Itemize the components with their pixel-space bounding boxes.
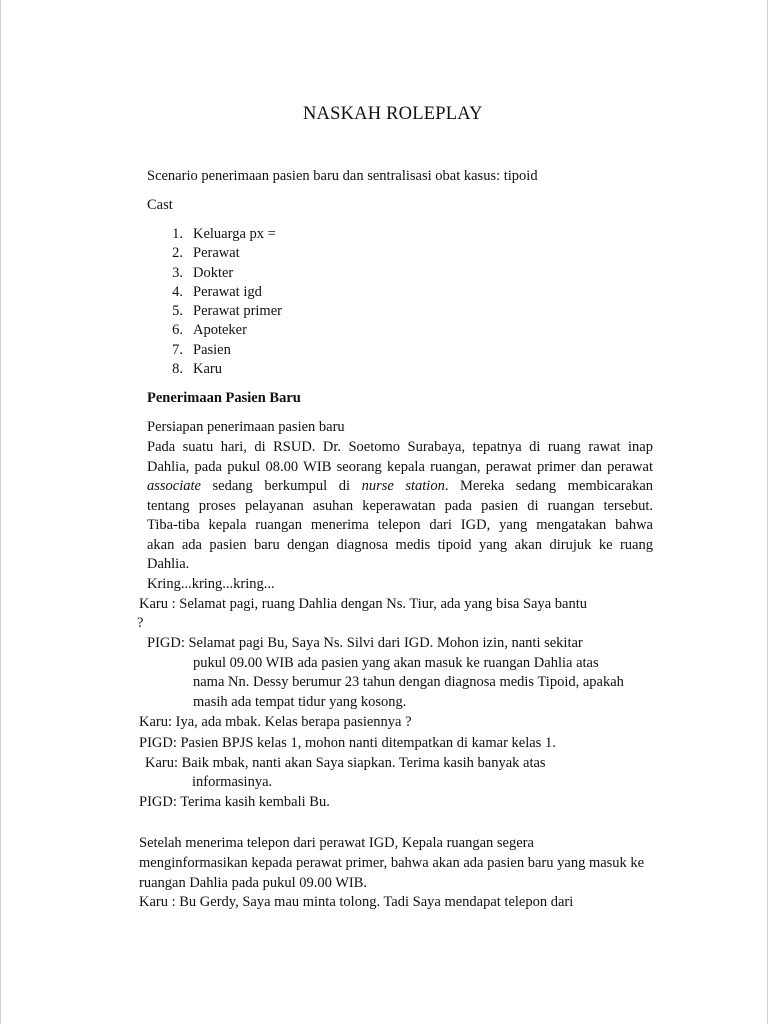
dialog-pigd-1-cont-1: pukul 09.00 WIB ada pasien yang akan masuk ke ruangan Dahlia atas <box>193 655 599 671</box>
list-number: 1. <box>172 226 183 242</box>
list-label: Pasien <box>193 341 231 358</box>
cast-heading: Cast <box>147 197 173 213</box>
narrative-line-8: Kring...kring...kring... <box>147 576 275 592</box>
dialog-pigd-1: PIGD: Selamat pagi Bu, Saya Ns. Silvi dari IGD. Mohon izin, nanti sekitar <box>147 635 583 651</box>
list-number: 2. <box>172 245 183 262</box>
list-number: 7. <box>172 341 183 358</box>
section-heading: Penerimaan Pasien Baru <box>147 390 301 406</box>
narrative-line-1: Pada suatu hari, di RSUD. Dr. Soetomo Surabaya, tepatnya di ruang rawat inap <box>147 439 653 455</box>
dialog-pigd-1-cont-3: masih ada tempat tidur yang kosong. <box>193 694 407 710</box>
list-label: Perawat igd <box>193 283 262 300</box>
narrative-line-4: tentang proses pelayanan asuhan keperawatan pada pasien di ruangan tersebut. <box>147 498 653 514</box>
document-title: NASKAH ROLEPLAY <box>303 104 483 124</box>
closing-line-1: Setelah menerima telepon dari perawat IGD, Kepala ruangan segera <box>139 835 534 851</box>
dialog-karu-1: Karu : Selamat pagi, ruang Dahlia dengan Ns. Tiur, ada yang bisa Saya bantu <box>139 596 588 612</box>
list-number: 5. <box>172 303 183 320</box>
narrative-line-2: Dahlia, pada pukul 08.00 WIB seorang kepala ruangan, perawat primer dan perawat <box>147 459 653 475</box>
dialog-pigd-3: PIGD: Terima kasih kembali Bu. <box>139 794 330 810</box>
list-label: Perawat primer <box>193 303 282 320</box>
list-label: Keluarga px = <box>193 226 276 242</box>
italic-term: nurse station <box>361 478 445 494</box>
dialog-pigd-2: PIGD: Pasien BPJS kelas 1, mohon nanti ditempatkan di kamar kelas 1. <box>139 735 556 751</box>
list-label: Karu <box>193 361 222 378</box>
dialog-karu-2: Karu: Iya, ada mbak. Kelas berapa pasiennya ? <box>139 714 412 730</box>
narrative-text: sedang berkumpul di <box>200 478 362 494</box>
list-number: 6. <box>172 322 183 339</box>
dialog-pigd-1-cont-2: nama Nn. Dessy berumur 23 tahun dengan diagnosa medis Tipoid, apakah <box>193 674 624 690</box>
narrative-line-6: akan ada pasien baru dengan diagnosa medis tipoid yang akan dirujuk ke ruang <box>147 537 653 553</box>
closing-line-2: menginformasikan kepada perawat primer, bahwa akan ada pasien baru yang masuk ke <box>139 855 645 871</box>
closing-line-4: Karu : Bu Gerdy, Saya mau minta tolong. Tadi Saya mendapat telepon dari <box>139 894 574 910</box>
dialog-karu-3: Karu: Baik mbak, nanti akan Saya siapkan. Terima kasih banyak atas <box>145 755 546 771</box>
list-label: Perawat <box>193 245 240 262</box>
list-number: 4. <box>172 283 183 300</box>
narrative-line-3 <box>147 477 653 495</box>
prep-heading: Persiapan penerimaan pasien baru <box>147 419 345 435</box>
list-number: 8. <box>172 361 183 378</box>
narrative-text: . Mereka sedang membicarakan <box>444 478 654 494</box>
closing-line-3: ruangan Dahlia pada pukul 09.00 WIB. <box>139 875 368 891</box>
list-label: Dokter <box>193 264 234 281</box>
page-left-edge <box>0 0 1 1024</box>
list-number: 3. <box>172 264 183 281</box>
dialog-karu-3-cont: informasinya. <box>192 774 273 790</box>
list-label: Apoteker <box>193 322 247 339</box>
scenario-line: Scenario penerimaan pasien baru dan sentralisasi obat kasus: tipoid <box>147 168 538 184</box>
narrative-line-5: Tiba-tiba kepala ruangan menerima telepon dari IGD, yang mengatakan bahwa <box>147 517 653 533</box>
narrative-line-7: Dahlia. <box>147 556 190 572</box>
dialog-karu-1-cont: ? <box>137 615 144 631</box>
italic-term: associate <box>147 478 201 494</box>
